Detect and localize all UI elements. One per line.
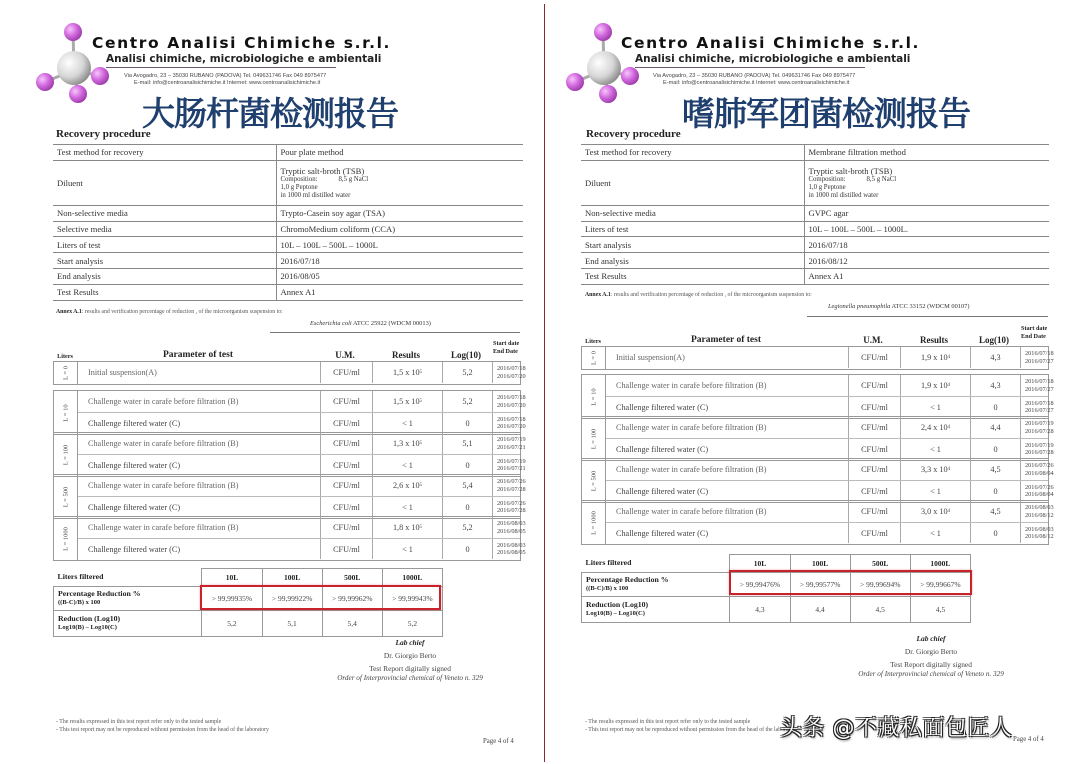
date-cell: 2016/07/26 2016/08/04 (1020, 481, 1080, 501)
log-cell: 4,3 (970, 347, 1020, 368)
results-group (53, 390, 526, 435)
date-cell: 2016/08/03 2016/08/05 (492, 517, 552, 538)
unit-cell: CFU/ml (320, 455, 372, 475)
result-cell: 1,5 x 10 5 (372, 362, 442, 383)
company-tagline: Analisi chimiche, microbiologiche e ambientali (106, 53, 336, 68)
table-row (78, 412, 526, 433)
parameter-cell: Challenge filtered water (C) (616, 528, 709, 538)
results-group (53, 432, 526, 477)
parameter-cell: Challenge water in carafe before filtration (B) (88, 397, 239, 406)
table-row (606, 417, 1054, 438)
highlight-box (200, 585, 441, 610)
liters-label: L = 100 (582, 417, 606, 460)
unit-cell: CFU/ml (848, 439, 900, 459)
log-cell: 0 (442, 455, 492, 475)
table-row (606, 375, 1054, 396)
table-row (78, 454, 526, 475)
table-row (606, 501, 1054, 522)
liters-label: L = 500 (582, 459, 606, 502)
date-cell: 2016/07/18 2016/07/27 (1020, 375, 1080, 396)
recovery-procedure-title: Recovery procedure (586, 128, 681, 140)
unit-cell: CFU/ml (320, 475, 372, 496)
organism-name: Escherichia coli ATCC 25922 (WDCM 00013) (310, 320, 431, 327)
parameter-cell: Initial suspension(A) (616, 353, 685, 362)
result-cell: 3,3 x 10 4 (900, 459, 970, 480)
log-cell: 0 (970, 439, 1020, 459)
log-cell: 0 (970, 397, 1020, 417)
table-row (78, 538, 526, 559)
result-cell: < 1 (372, 455, 442, 475)
parameter-cell: Challenge filtered water (C) (616, 444, 709, 454)
company-header (621, 34, 920, 87)
table-row (606, 459, 1054, 480)
result-cell: < 1 (372, 539, 442, 559)
result-cell: 1,9 x 10 4 (900, 347, 970, 368)
results-group (581, 374, 1054, 419)
liters-label: L = 500 (54, 475, 78, 518)
date-cell: 2016/08/03 2016/08/12 (1020, 523, 1080, 543)
results-group (53, 474, 526, 519)
report-title: 大肠杆菌检测报告 (142, 94, 398, 133)
table-row (78, 517, 526, 538)
liters-label: L = 100 (54, 433, 78, 476)
liters-label: L = 0 (54, 362, 78, 384)
company-tagline: Analisi chimiche, microbiologiche e ambientali (635, 53, 865, 68)
page-number: Page 4 of 4 (483, 738, 514, 745)
date-cell: 2016/07/18 2016/07/20 (492, 391, 552, 412)
footnotes: - The results expressed in this test report refer only to the tested sample - This test report may not be reproduced without permission from the head of the laboratory (56, 719, 269, 733)
unit-cell: CFU/ml (320, 413, 372, 433)
table-row: Start analysis 2016/07/18 (581, 237, 1049, 253)
company-name: Centro Analisi Chimiche s.r.l. (621, 34, 921, 52)
report-page-1: Centro Analisi Chimiche s.r.l. Analisi chimiche, microbiologiche e ambientali Via Avogadro, 23 – 35030 RUBANO (PADOVA) Tel. 049631746 Fax 049 8975477 E-mail: info@centroanalisichimiche.it Internet: www.centroanalisichimiche.it 大肠杆菌检测报告 Recovery procedure Test method for recovery Pour plate method Diluent Tryptic salt-broth (TSB) Composition: 8,5 g NaCl 1,0 g Peptone in 1000 ml distilled water Non-selective media Trypto-Casein soy agar (TSA) Selective media ChromoMedium coliform (CCA) Liters of test 10L – 100L – 500L – 1000L Start analysis 2016/07/18 End analysis 2016/08/05 Test Results Annex A1 Annex A.1: results and verification percentage of reduction , of the microorganism suspension to: Escherichia coli ATCC 25922 (WDCM 00013) Liters Parameter of test U.M. Results Log(10) Start date End Date L = 0 Initial suspension(A) CFU/ml 1,5 x 10 5 5,2 2016/07/18 2016/07/20 L = 10 Challenge water in carafe before filtration (B) CFU/ml 1,5 x 10 5 5,2 2016/07/18 2016/07/20 Challenge filtered water (C) CFU/ml < 1 0 2016/07/18 2016/07/20 L = 100 Challenge water in carafe before filtration (B) CFU/ml 1,3 x 10 5 5,1 2016/07/19 2016/07/21 Challenge filtered water (C) CFU/ml < 1 0 2016/07/19 2016/07/21 L = 500 Challenge water in carafe before filtration (B) CFU/ml 2,6 x 10 5 5,4 2016/07/26 2016/07/28 Challenge filtered water (C) CFU/ml < 1 0 2016/07/26 2016/07/28 L = 1000 Challenge water in carafe before filtration (B) CFU/ml 1,8 x 10 5 5,2 2016/08/03 2016/08/05 Challenge filtered water (C) CFU/ml < 1 0 2016/08/03 2016/08/05 Liters filtered 10L 100L 500L 1000L Percentage Reduction % ((B-C)/B) x 100 > 99,99935% > 99,99922% > 99,99962% > 99,99943% Reduction (Log10) Log10(B) – Log10(C) 5,2 5,1 5,4 5,2 Lab chief Dr. Giorgio Berto Test Report digitally signed Order of Interprovincial chemical of Veneto n. 329 - The results expressed in this test report refer only to the tested sample - This test report may not be reproduced without permission from the head of the laboratory Page 4 of 4 (0, 0, 540, 764)
table-row: Start analysis 2016/07/18 (53, 253, 523, 269)
parameter-cell: Challenge filtered water (C) (88, 544, 181, 554)
liters-label: L = 1000 (582, 501, 606, 544)
date-cell: 2016/07/26 2016/07/28 (492, 475, 552, 496)
table-row: Reduction (Log10) Log10(B) – Log10(C) 4,3 4,4 4,5 4,5 (582, 597, 971, 623)
log-cell: 0 (970, 523, 1020, 543)
unit-cell: CFU/ml (848, 417, 900, 438)
log-cell: 4,5 (970, 501, 1020, 522)
date-cell: 2016/07/19 2016/07/21 (492, 433, 552, 454)
results-group (53, 516, 526, 561)
highlight-box (729, 570, 972, 595)
table-row: Diluent Tryptic salt-broth (TSB) Composition: 8,5 g NaCl 1,0 g Peptone in 1000 ml distilled water (53, 160, 523, 205)
table-row: End analysis 2016/08/05 (53, 268, 523, 284)
log-cell: 0 (442, 497, 492, 517)
log-cell: 4,3 (970, 375, 1020, 396)
date-cell: 2016/08/03 2016/08/12 (1020, 501, 1080, 522)
date-cell: 2016/07/18 2016/07/20 (492, 362, 552, 383)
unit-cell: CFU/ml (848, 501, 900, 522)
table-row: Selective media ChromoMedium coliform (CCA) (53, 221, 523, 237)
date-cell: 2016/07/18 2016/07/27 (1020, 397, 1080, 417)
date-cell: 2016/08/03 2016/08/05 (492, 539, 552, 559)
table-row: Test Results Annex A1 (581, 268, 1049, 284)
table-row (78, 391, 526, 412)
result-cell: < 1 (900, 397, 970, 417)
recovery-table (53, 144, 523, 301)
table-row: Percentage Reduction % ((B-C)/B) x 100 > 99,99476% > 99,99577% > 99,99694% > 99,99667% (582, 573, 971, 597)
log-cell: 4,5 (970, 459, 1020, 480)
parameter-cell: Challenge filtered water (C) (88, 502, 181, 512)
log-cell: 0 (970, 481, 1020, 501)
results-group (581, 500, 1054, 545)
liters-label: L = 0 (582, 347, 606, 369)
result-cell: 1,3 x 10 5 (372, 433, 442, 454)
result-cell: 1,8 x 10 5 (372, 517, 442, 538)
unit-cell: CFU/ml (320, 539, 372, 559)
table-row: Non-selective media Trypto-Casein soy agar (TSA) (53, 205, 523, 221)
parameter-cell: Challenge water in carafe before filtration (B) (616, 381, 767, 390)
result-cell: 2,4 x 10 4 (900, 417, 970, 438)
log-cell: 5,2 (442, 362, 492, 383)
unit-cell: CFU/ml (320, 497, 372, 517)
parameter-cell: Challenge water in carafe before filtration (B) (88, 481, 239, 490)
log-cell: 0 (442, 539, 492, 559)
date-cell: 2016/07/18 2016/07/27 (1020, 347, 1080, 368)
log-cell: 5,4 (442, 475, 492, 496)
company-address: Via Avogadro, 23 – 35030 RUBANO (PADOVA) Tel. 049631746 Fax 049 8975477 E-mail: info@centroanalisichimiche.it Internet: www.centroanalisichimiche.it (124, 73, 327, 86)
results-group (53, 361, 526, 385)
table-row (78, 496, 526, 517)
table-row: Liters of test 10L – 100L – 500L – 1000L. (581, 221, 1049, 237)
table-row: Test Results Annex A1 (53, 284, 523, 300)
parameter-cell: Challenge water in carafe before filtration (B) (616, 423, 767, 432)
table-row: Test method for recovery Membrane filtration method (581, 145, 1049, 161)
result-cell: 1,5 x 10 5 (372, 391, 442, 412)
table-row (78, 475, 526, 496)
result-cell: < 1 (900, 439, 970, 459)
report-page-2: Centro Analisi Chimiche s.r.l. Analisi chimiche, microbiologiche e ambientali Via Avogadro, 23 – 35030 RUBANO (PADOVA) Tel. 049631746 Fax 049 8975477 E-mail: info@centroanalisichimiche.it Internet: www.centroanalisichimiche.it 嗜肺军团菌检测报告 Recovery procedure Test method for recovery Membrane filtration method Diluent Tryptic salt-broth (TSB) Composition: 8,5 g NaCl 1,0 g Peptone in 1000 ml distilled water Non-selective media GVPC agar Liters of test 10L – 100L – 500L – 1000L. Start analysis 2016/07/18 End analysis 2016/08/12 Test Results Annex A1 Annex A.1: results and verification percentage of reduction , of the microorganism suspension to: Legionella pneumophila ATCC 33152 (WDCM 00107) Liters Parameter of test U.M. Results Log(10) Start date End Date L = 0 Initial suspension(A) CFU/ml 1,9 x 10 4 4,3 2016/07/18 2016/07/27 L = 10 Challenge water in carafe before filtration (B) CFU/ml 1,9 x 10 4 4,3 2016/07/18 2016/07/27 Challenge filtered water (C) CFU/ml < 1 0 2016/07/18 2016/07/27 L = 100 Challenge water in carafe before filtration (B) CFU/ml 2,4 x 10 4 4,4 2016/07/19 2016/07/28 Challenge filtered water (C) CFU/ml < 1 0 2016/07/19 2016/07/28 L = 500 Challenge water in carafe before filtration (B) CFU/ml 3,3 x 10 4 4,5 2016/07/26 2016/08/04 Challenge filtered water (C) CFU/ml < 1 0 2016/07/26 2016/08/04 L = 1000 Challenge water in carafe before filtration (B) CFU/ml 3,0 x 10 4 4,5 2016/08/03 2016/08/12 Challenge filtered water (C) CFU/ml < 1 0 2016/08/03 2016/08/12 Liters filtered 10L 100L 500L 1000L Percentage Reduction % ((B-C)/B) x 100 > 99,99476% > 99,99577% > 99,99694% > 99,99667% Reduction (Log10) Log10(B) – Log10(C) 4,3 4,4 4,5 4,5 Lab chief Dr. Giorgio Berto Test Report digitally signed Order of Interprovincial chemical of Veneto n. 329 - The results expressed in this test report refer only to the tested sample - This test report may not be reproduced without permission from the head of the laboratory Page 4 of 4 (545, 0, 1080, 764)
annex-caption: Annex A.1: results and verification percentage of reduction , of the microorganism suspension to: (56, 309, 283, 315)
table-row (78, 433, 526, 454)
organism-underline (270, 332, 520, 333)
unit-cell: CFU/ml (320, 362, 372, 383)
result-cell: < 1 (900, 523, 970, 543)
report-title: 嗜肺军团菌检测报告 (682, 94, 970, 133)
parameter-cell: Challenge filtered water (C) (88, 460, 181, 470)
parameter-cell: Challenge water in carafe before filtration (B) (616, 507, 767, 516)
parameter-cell: Challenge filtered water (C) (88, 418, 181, 428)
page-number: Page 4 of 4 (1013, 736, 1044, 743)
result-cell: < 1 (372, 413, 442, 433)
organism-underline (807, 316, 1048, 317)
parameter-cell: Challenge filtered water (C) (616, 402, 709, 412)
log-cell: 5,1 (442, 433, 492, 454)
table-row (78, 362, 526, 383)
liters-label: L = 10 (582, 375, 606, 418)
table-row: Liters filtered 10L 100L 500L 1000L (582, 555, 971, 573)
unit-cell: CFU/ml (848, 523, 900, 543)
unit-cell: CFU/ml (320, 517, 372, 538)
date-cell: 2016/07/19 2016/07/28 (1020, 439, 1080, 459)
date-cell: 2016/07/19 2016/07/21 (492, 455, 552, 475)
signature-block: Lab chief Dr. Giorgio Berto Test Report digitally signed Order of Interprovincial chemical of Veneto n. 329 (337, 638, 483, 682)
unit-cell: CFU/ml (320, 433, 372, 454)
unit-cell: CFU/ml (848, 347, 900, 368)
log-cell: 4,4 (970, 417, 1020, 438)
table-row: Liters filtered 10L 100L 500L 1000L (54, 569, 443, 587)
parameter-cell: Challenge water in carafe before filtration (B) (616, 465, 767, 474)
table-row: Diluent Tryptic salt-broth (TSB) Composition: 8,5 g NaCl 1,0 g Peptone in 1000 ml distilled water (581, 160, 1049, 205)
parameter-cell: Challenge water in carafe before filtration (B) (88, 439, 239, 448)
table-row: Non-selective media GVPC agar (581, 205, 1049, 221)
result-cell: < 1 (372, 497, 442, 517)
parameter-cell: Challenge filtered water (C) (616, 486, 709, 496)
company-header (92, 34, 391, 87)
unit-cell: CFU/ml (848, 375, 900, 396)
date-cell: 2016/07/18 2016/07/20 (492, 413, 552, 433)
table-row: Liters of test 10L – 100L – 500L – 1000L (53, 237, 523, 253)
table-row (606, 480, 1054, 501)
parameter-cell: Initial suspension(A) (88, 368, 157, 377)
unit-cell: CFU/ml (848, 481, 900, 501)
log-cell: 0 (442, 413, 492, 433)
date-cell: 2016/07/19 2016/07/28 (1020, 417, 1080, 438)
table-row: Reduction (Log10) Log10(B) – Log10(C) 5,2 5,1 5,4 5,2 (54, 611, 443, 637)
table-row: Test method for recovery Pour plate method (53, 145, 523, 161)
organism-name: Legionella pneumophila ATCC 33152 (WDCM 00107) (828, 303, 970, 310)
table-row (606, 396, 1054, 417)
signature-block: Lab chief Dr. Giorgio Berto Test Report digitally signed Order of Interprovincial chemical of Veneto n. 329 (858, 634, 1004, 678)
liters-label: L = 1000 (54, 517, 78, 560)
results-group (581, 458, 1054, 503)
results-group (581, 416, 1054, 461)
log-cell: 5,2 (442, 517, 492, 538)
date-cell: 2016/07/26 2016/08/04 (1020, 459, 1080, 480)
results-group (581, 346, 1054, 370)
company-name: Centro Analisi Chimiche s.r.l. (92, 34, 392, 52)
liters-label: L = 10 (54, 391, 78, 434)
unit-cell: CFU/ml (848, 459, 900, 480)
parameter-cell: Challenge water in carafe before filtration (B) (88, 523, 239, 532)
watermark-text: 头条 @不藏私面包匠人 (780, 716, 1013, 741)
result-cell: 3,0 x 10 4 (900, 501, 970, 522)
recovery-procedure-title: Recovery procedure (56, 128, 151, 140)
table-row (606, 347, 1054, 368)
recovery-table (581, 144, 1049, 285)
log-cell: 5,2 (442, 391, 492, 412)
result-cell: 1,9 x 10 4 (900, 375, 970, 396)
footnotes: - The results expressed in this test report refer only to the tested sample - This test report may not be reproduced without permission from the head of the laboratory (585, 719, 798, 733)
table-row: Percentage Reduction % ((B-C)/B) x 100 > 99,99935% > 99,99922% > 99,99962% > 99,99943% (54, 587, 443, 611)
table-row (606, 438, 1054, 459)
annex-caption: Annex A.1: results and verification percentage of reduction , of the microorganism suspension to: (585, 292, 812, 298)
result-cell: < 1 (900, 481, 970, 501)
table-row (606, 522, 1054, 543)
date-cell: 2016/07/26 2016/07/28 (492, 497, 552, 517)
company-address: Via Avogadro, 23 – 35030 RUBANO (PADOVA) Tel. 049631746 Fax 049 8975477 E-mail: info@centroanalisichimiche.it Internet: www.centroanalisichimiche.it (653, 73, 856, 86)
table-row: End analysis 2016/08/12 (581, 253, 1049, 269)
result-cell: 2,6 x 10 5 (372, 475, 442, 496)
unit-cell: CFU/ml (848, 397, 900, 417)
unit-cell: CFU/ml (320, 391, 372, 412)
